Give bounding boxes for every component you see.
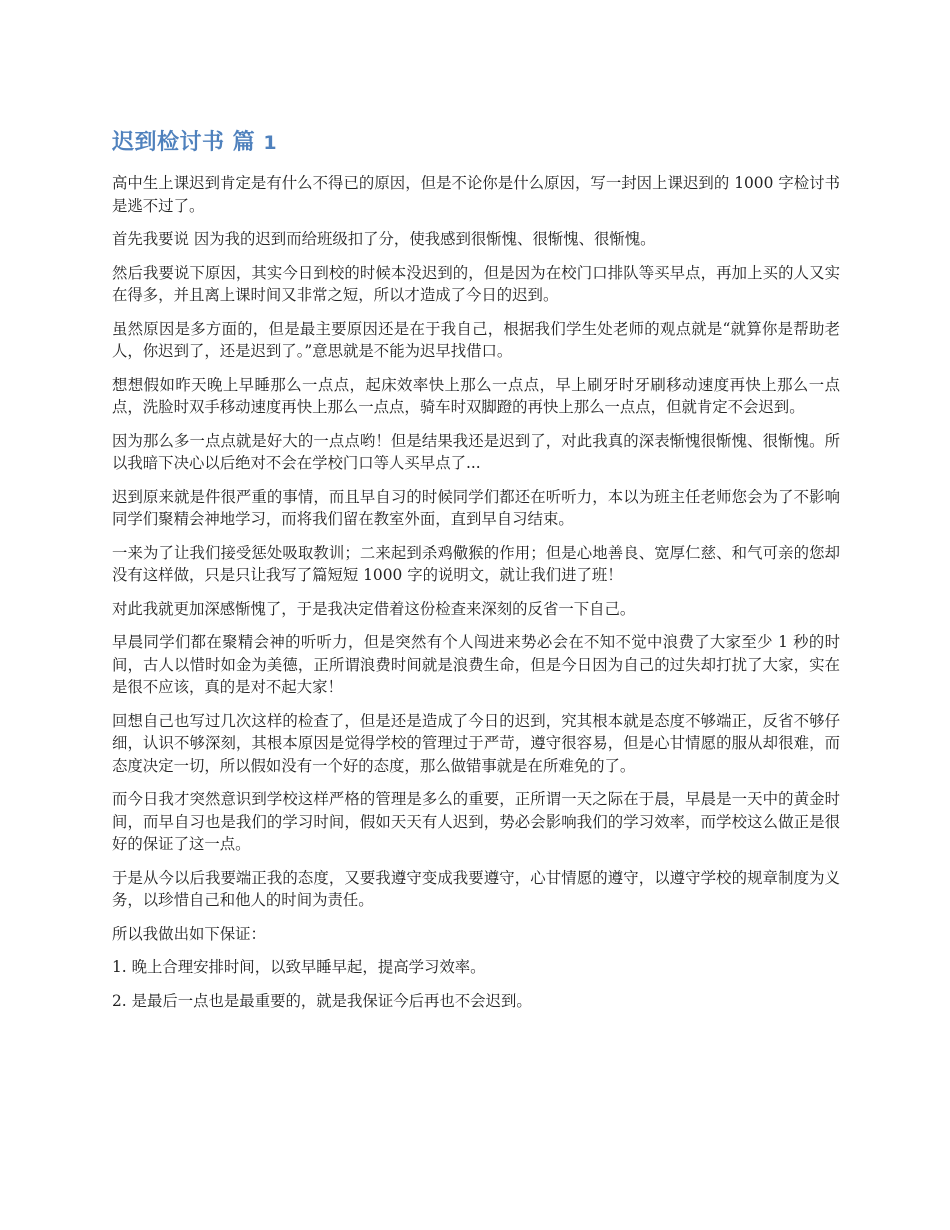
paragraph-12: 而今日我才突然意识到学校这样严格的管理是多么的重要，正所谓一天之际在于晨，早晨是一天中的黄金时间，而早自习也是我们的学习时间，假如天天有人迟到，势必会影响我们的学习效率，而学校这么做正是很好的保证了这一点。 — [112, 790, 840, 853]
paragraph-1: 高中生上课迟到肯定是有什么不得已的原因，但是不论你是什么原因，写一封因上课迟到的 1000 字检讨书是逃不过了。 — [112, 174, 840, 215]
document-title — [112, 128, 840, 158]
paragraph-13: 于是从今以后我要端正我的态度，又要我遵守变成我要遵守，心甘情愿的遵守，以遵守学校的规章制度为义务，以珍惜自己和他人的时间为责任。 — [112, 868, 840, 909]
paragraph-11: 回想自己也写过几次这样的检查了，但是还是造成了今日的迟到，究其根本就是态度不够端正，反省不够仔细，认识不够深刻，其根本原因是觉得学校的管理过于严苛，遵守很容易，但是心甘情愿的服从却很难，而态度决定一切，所以假如没有一个好的态度，那么做错事就是在所难免的了。 — [112, 711, 840, 775]
paragraph-10: 早晨同学们都在聚精会神的听听力，但是突然有个人闯进来势必会在不知不觉中浪费了大家至少 1 秒的时间，古人以惜时如金为美德，正所谓浪费时间就是浪费生命，但是今日因为自己的过失却打扰了大家，实在是很不应该，真的是对不起大家！ — [112, 633, 840, 696]
list-item-1: 1. 晚上合理安排时间，以致早睡早起，提高学习效率。 — [112, 958, 486, 976]
document-body — [112, 128, 840, 1023]
title-text: 迟到检讨书 篇 — [112, 130, 256, 155]
paragraph-4: 虽然原因是多方面的，但是最主要原因还是在于我自己，根据我们学生处老师的观点就是“就算你是帮助老人，你迟到了，还是迟到了。”意思就是不能为迟早找借口。 — [112, 319, 840, 360]
paragraph-3: 然后我要说下原因，其实今日到校的时候本没迟到的，但是因为在校门口排队等买早点，再加上买的人又实在得多，并且离上课时间又非常之短，所以才造成了今日的迟到。 — [112, 263, 840, 304]
paragraph-9: 对此我就更加深感惭愧了，于是我决定借着这份检查来深刻的反省一下自己。 — [112, 599, 636, 618]
paragraph-14: 所以我做出如下保证： — [112, 924, 266, 943]
paragraph-8: 一来为了让我们接受惩处吸取教训；二来起到杀鸡儆猴的作用；但是心地善良、宽厚仁慈、和气可亲的您却没有这样做，只是只让我写了篇短短 1000 字的说明文，就让我们进了班！ — [112, 543, 840, 584]
paragraph-5: 想想假如昨天晚上早睡那么一点点，起床效率快上那么一点点，早上刷牙时牙刷移动速度再快上那么一点点，洗脸时双手移动速度再快上那么一点点，骑车时双脚蹬的再快上那么一点点，但就肯定不会迟到。 — [112, 375, 840, 416]
title-number: 1 — [263, 132, 278, 154]
paragraph-7: 迟到原来就是件很严重的事情，而且早自习的时候同学们都还在听听力，本以为班主任老师您会为了不影响同学们聚精会神地学习，而将我们留在教室外面，直到早自习结束。 — [112, 487, 840, 528]
paragraph-2: 首先我要说 因为我的迟到而给班级扣了分，使我感到很惭愧、很惭愧、很惭愧。 — [112, 230, 656, 248]
paragraph-6: 因为那么多一点点就是好大的一点点哟！但是结果我还是迟到了，对此我真的深表惭愧很惭愧、很惭愧。所以我暗下决心以后绝对不会在学校门口等人买早点了... — [112, 431, 840, 472]
list-item-2: 2. 是最后一点也是最重要的，就是我保证今后再也不会迟到。 — [112, 991, 532, 1010]
